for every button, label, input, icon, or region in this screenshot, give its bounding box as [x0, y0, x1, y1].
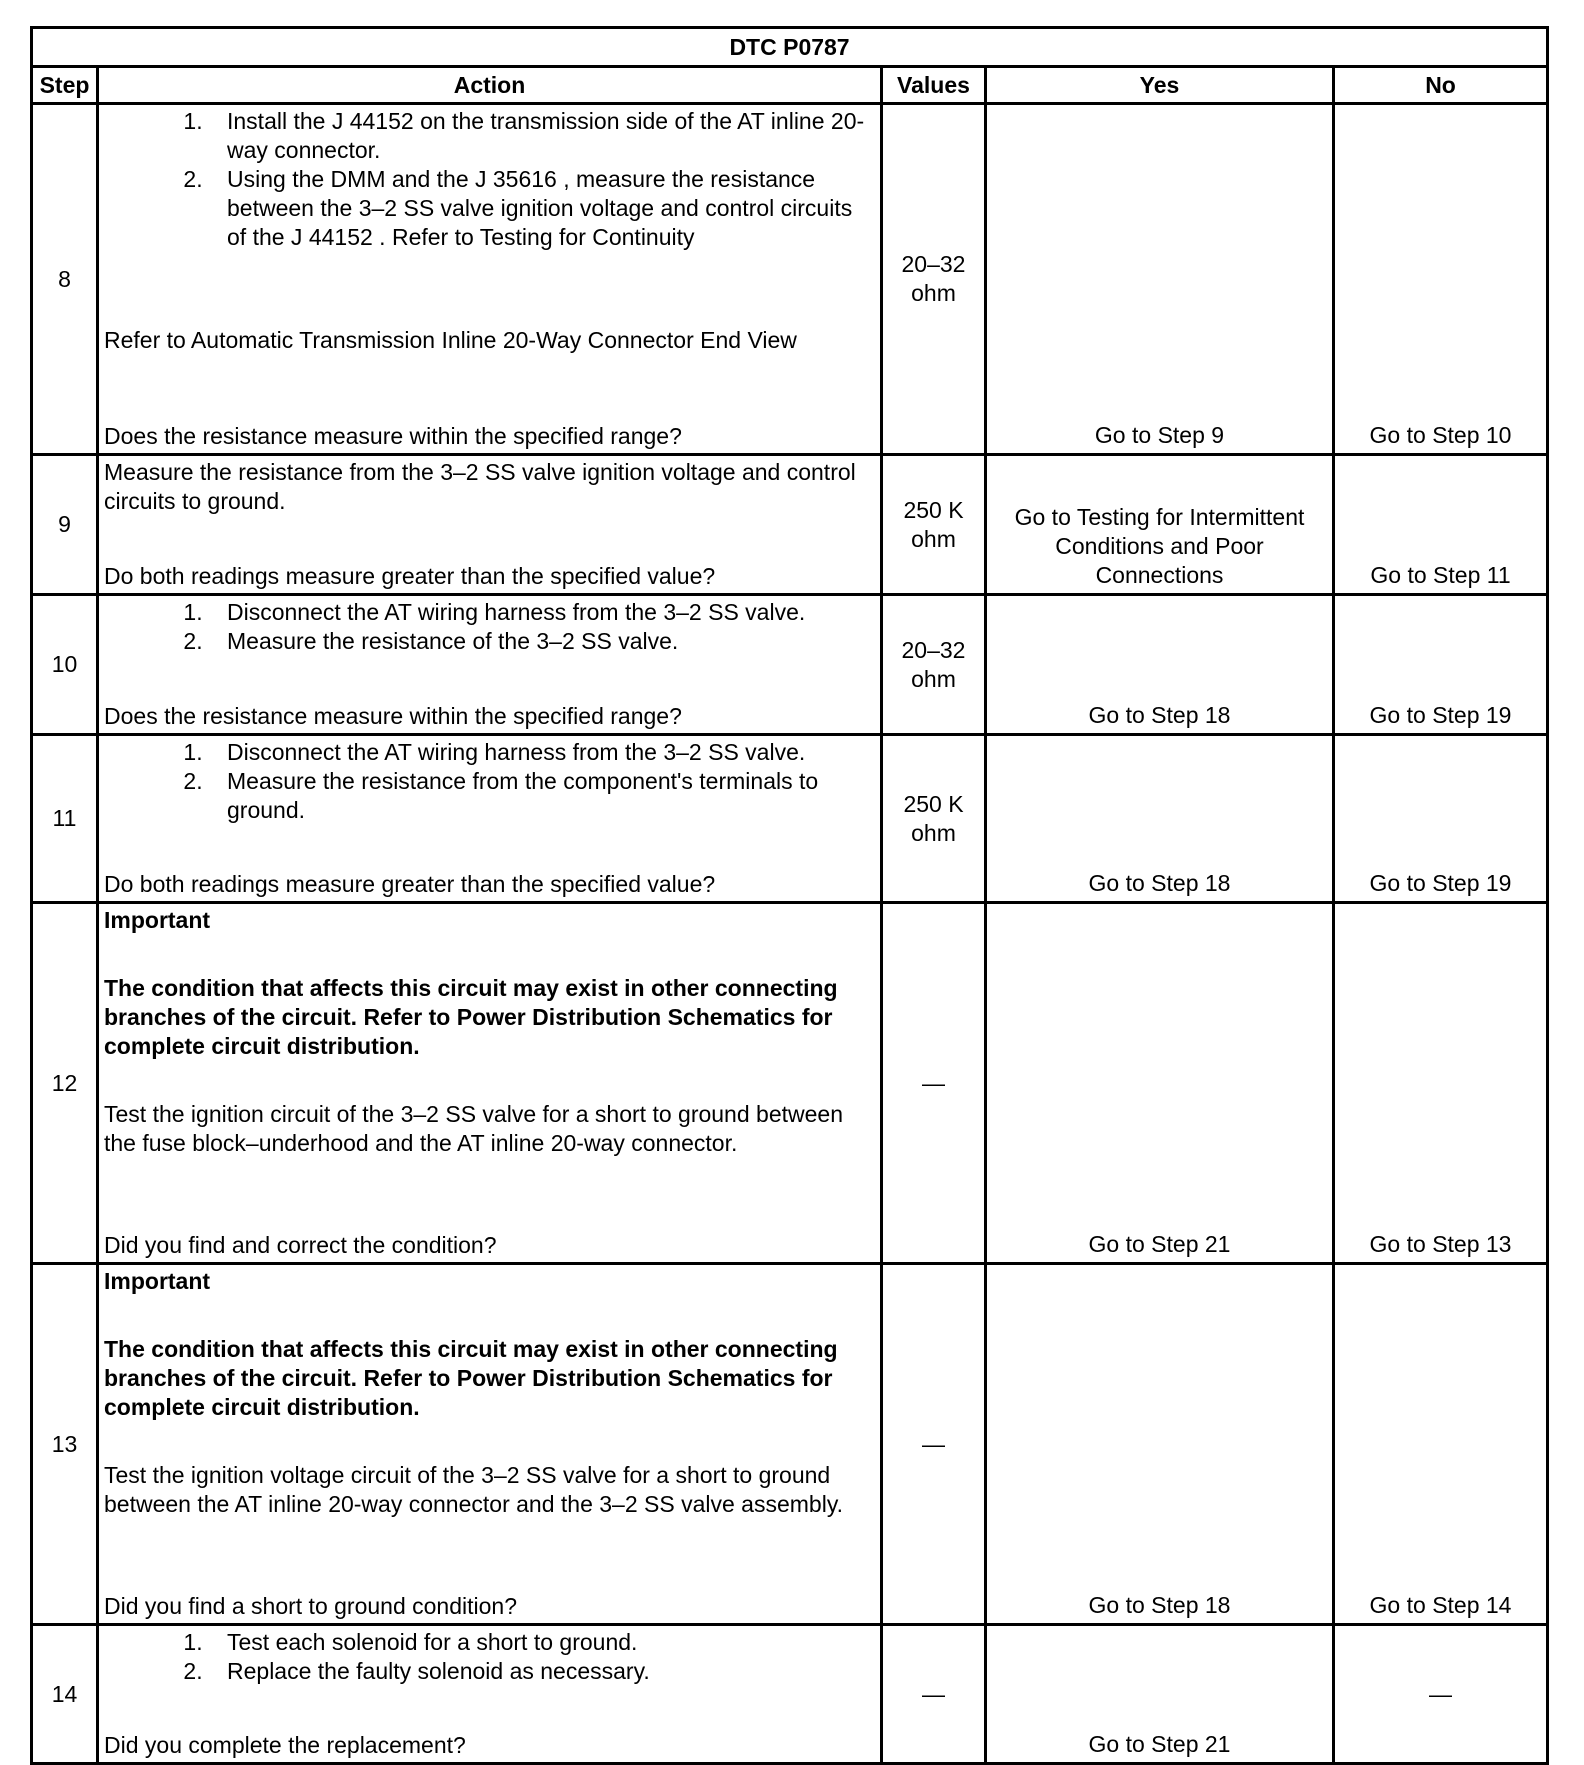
step-number: 9	[32, 455, 98, 595]
table-row	[32, 595, 1548, 735]
list-item: 2. Using the DMM and the J 35616 , measure the resistance between the 3–2 SS valve ignition voltage and control circuits of the J 44152 . Refer to Testing for Continuity	[209, 165, 874, 252]
action-cell	[98, 735, 882, 903]
values-text: —	[922, 1680, 945, 1707]
no-cell	[1334, 1625, 1548, 1764]
yes-text: Go to Step 21	[1088, 1731, 1231, 1757]
yes-text: Go to Step 21	[1088, 1231, 1231, 1257]
yes-text: Go to Step 18	[1088, 702, 1231, 728]
no-text: Go to Step 14	[1369, 1592, 1512, 1618]
list-item: 1. Disconnect the AT wiring harness from the 3–2 SS valve.	[209, 738, 874, 767]
values-text: 20–32 ohm	[901, 636, 966, 692]
yes-cell	[986, 104, 1334, 455]
action-cell	[98, 903, 882, 1264]
header-row	[32, 67, 1548, 104]
values-text: 250 K ohm	[903, 790, 964, 846]
header-yes: Yes	[986, 67, 1334, 104]
yes-cell	[986, 595, 1334, 735]
no-cell	[1334, 735, 1548, 903]
step-number: 8	[32, 104, 98, 455]
yes-cell	[986, 735, 1334, 903]
action-list	[104, 738, 874, 825]
action-question: Do both readings measure greater than the specified value?	[104, 871, 716, 897]
yes-text: Go to Testing for Intermittent Conditions and Poor Connections	[1014, 504, 1305, 588]
no-cell	[1334, 903, 1548, 1264]
action-text: Test the ignition voltage circuit of the 3–2 SS valve for a short to ground between the AT inline 20-way connector and the 3–2 SS valve assembly.	[104, 1462, 843, 1517]
important-label: Important	[104, 1268, 211, 1294]
list-item: 1. Disconnect the AT wiring harness from the 3–2 SS valve.	[209, 598, 874, 627]
action-question: Does the resistance measure within the specified range?	[104, 703, 682, 729]
yes-text: Go to Step 18	[1088, 1592, 1231, 1618]
yes-cell	[986, 1625, 1334, 1764]
no-text: Go to Step 11	[1370, 562, 1511, 588]
values-cell	[882, 455, 986, 595]
values-cell	[882, 104, 986, 455]
table-title: DTC P0787	[32, 28, 1548, 67]
values-text: —	[922, 1069, 945, 1096]
title-row	[32, 28, 1548, 67]
values-text: —	[922, 1430, 945, 1457]
table-row	[32, 735, 1548, 903]
table-row	[32, 104, 1548, 455]
no-text: Go to Step 19	[1369, 702, 1512, 728]
no-cell	[1334, 1264, 1548, 1625]
header-values: Values	[882, 67, 986, 104]
yes-cell	[986, 1264, 1334, 1625]
values-cell	[882, 1625, 986, 1764]
list-item: 1. Test each solenoid for a short to ground.	[209, 1628, 874, 1657]
table-row	[32, 903, 1548, 1264]
action-question: Did you find and correct the condition?	[104, 1232, 497, 1258]
important-text: The condition that affects this circuit may exist in other connecting branches of the circuit. Refer to Power Distribution Schematics for complete circuit distribution.	[104, 1336, 838, 1420]
action-note: Refer to Automatic Transmission Inline 20-Way Connector End View	[104, 327, 797, 353]
action-question: Does the resistance measure within the specified range?	[104, 423, 682, 449]
action-cell	[98, 104, 882, 455]
no-cell	[1334, 595, 1548, 735]
no-cell	[1334, 455, 1548, 595]
action-question: Did you find a short to ground condition?	[104, 1593, 517, 1619]
yes-cell	[986, 455, 1334, 595]
values-cell	[882, 595, 986, 735]
step-number: 12	[32, 903, 98, 1264]
step-number: 11	[32, 735, 98, 903]
values-cell	[882, 903, 986, 1264]
header-no: No	[1334, 67, 1548, 104]
action-list	[104, 1628, 874, 1686]
important-text: The condition that affects this circuit may exist in other connecting branches of the circuit. Refer to Power Distribution Schematics for complete circuit distribution.	[104, 975, 838, 1059]
no-text: Go to Step 19	[1369, 870, 1512, 896]
action-cell	[98, 595, 882, 735]
action-cell	[98, 1264, 882, 1625]
no-cell	[1334, 104, 1548, 455]
yes-text: Go to Step 9	[1094, 422, 1225, 448]
table-row	[32, 455, 1548, 595]
important-label: Important	[104, 907, 211, 933]
table-row	[32, 1625, 1548, 1764]
list-item: 2. Measure the resistance from the component's terminals to ground.	[209, 767, 874, 825]
yes-cell	[986, 903, 1334, 1264]
action-text: Test the ignition circuit of the 3–2 SS valve for a short to ground between the fuse block–underhood and the AT inline 20-way connector.	[104, 1101, 843, 1156]
table-row	[32, 1264, 1548, 1625]
no-text: Go to Step 13	[1369, 1231, 1512, 1257]
header-action: Action	[98, 67, 882, 104]
action-list	[104, 107, 874, 252]
values-text: 20–32 ohm	[901, 251, 966, 306]
action-text: Measure the resistance from the 3–2 SS valve ignition voltage and control circuits to ground.	[104, 459, 856, 514]
action-cell	[98, 455, 882, 595]
list-item: 2. Measure the resistance of the 3–2 SS valve.	[209, 627, 874, 656]
step-number: 14	[32, 1625, 98, 1764]
yes-text: Go to Step 18	[1088, 870, 1231, 896]
header-step: Step	[32, 67, 98, 104]
step-number: 10	[32, 595, 98, 735]
values-text: 250 K ohm	[903, 496, 964, 552]
action-list	[104, 598, 874, 656]
list-item: 2. Replace the faulty solenoid as necessary.	[209, 1657, 874, 1686]
values-cell	[882, 1264, 986, 1625]
action-cell	[98, 1625, 882, 1764]
list-item: 1. Install the J 44152 on the transmission side of the AT inline 20-way connector.	[209, 107, 874, 165]
no-text: —	[1429, 1680, 1453, 1707]
action-question: Did you complete the replacement?	[104, 1732, 466, 1758]
values-cell	[882, 735, 986, 903]
no-text: Go to Step 10	[1369, 422, 1512, 448]
dtc-table	[30, 26, 1549, 1765]
step-number: 13	[32, 1264, 98, 1625]
action-question: Do both readings measure greater than the specified value?	[104, 563, 716, 589]
